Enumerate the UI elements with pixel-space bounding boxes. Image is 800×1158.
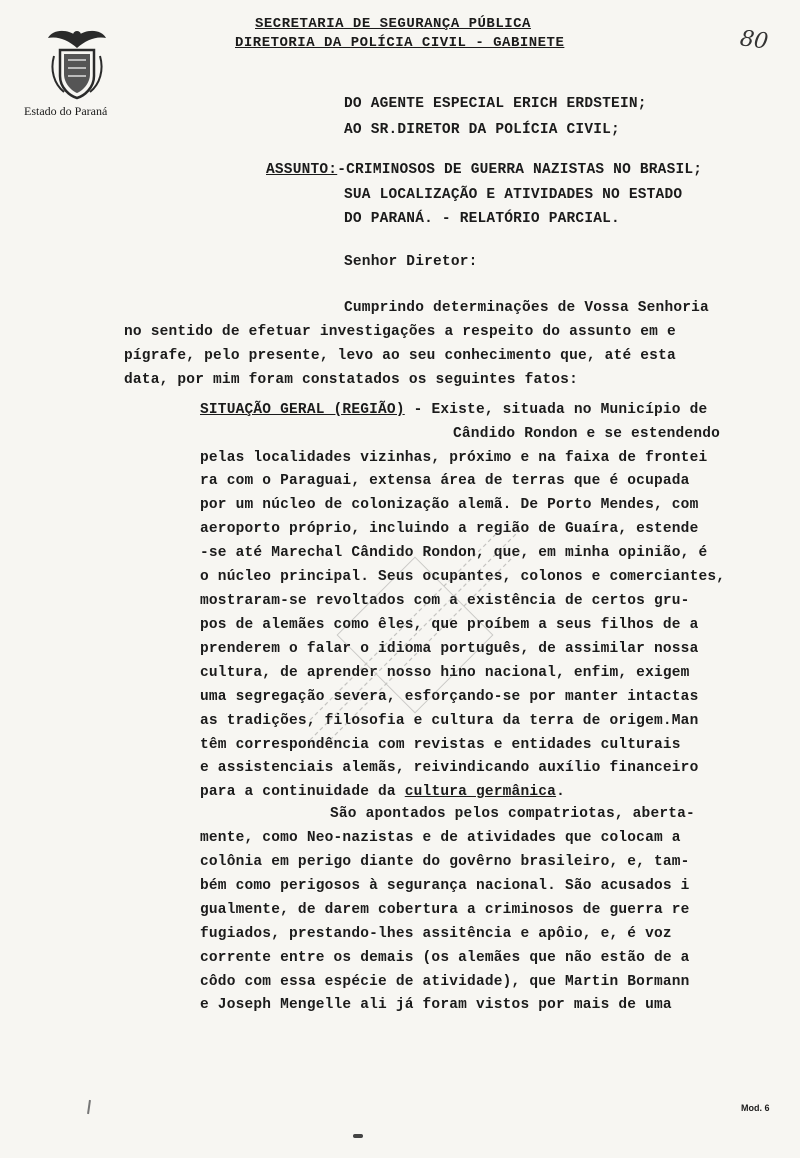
section-last-line — [200, 784, 565, 800]
paragraph2-line: colônia em perigo diante do govêrno brasileiro, e, tam- — [200, 854, 690, 870]
subject-line-3: DO PARANÁ. - RELATÓRIO PARCIAL. — [344, 211, 620, 227]
paragraph2-line: côdo com essa espécie de atividade), que Martin Bormann — [200, 974, 690, 990]
margin-mark — [87, 1100, 91, 1114]
section-last-line-text: para a continuidade da — [200, 784, 405, 800]
paragraph1-line: data, por mim foram constatados os seguintes fatos: — [124, 372, 578, 388]
underlined-phrase: cultura germânica — [404, 784, 557, 800]
paragraph2-line: mente, como Neo-nazistas e de atividades que colocam a — [200, 830, 681, 846]
section-line: prenderem o falar o idioma português, de assimilar nossa — [200, 641, 699, 657]
paragraph1-line: no sentido de efetuar investigações a respeito do assunto em e — [124, 324, 676, 340]
section-line: mostraram-se revoltados com a existência de certos gru- — [200, 593, 690, 609]
paragraph2-line: São apontados pelos compatriotas, aberta- — [330, 806, 695, 822]
section-line: pelas localidades vizinhas, próximo e na faixa de frontei — [200, 450, 708, 466]
subject-text-1: -CRIMINOSOS DE GUERRA NAZISTAS NO BRASIL; — [337, 162, 703, 178]
section-end-punct: . — [556, 784, 565, 800]
section-line: cultura, de aprender nosso hino nacional, enfim, exigem — [200, 665, 690, 681]
paragraph1-line: Cumprindo determinações de Vossa Senhoria — [344, 300, 709, 316]
paragraph2-line: e Joseph Mengelle ali já foram vistos por mais de uma — [200, 997, 672, 1013]
subject-line-2: SUA LOCALIZAÇÃO E ATIVIDADES NO ESTADO — [344, 187, 683, 203]
state-label: Estado do Paraná — [24, 104, 108, 118]
form-code: Mod. 6 — [741, 1103, 770, 1113]
parana-coat-of-arms-icon — [46, 26, 108, 100]
paragraph2-line: fugiados, prestando-lhes assitência e apôio, e, é voz — [200, 926, 672, 942]
section-heading: SITUAÇÃO GERAL (REGIÃO) — [200, 402, 405, 418]
section-line: e assistenciais alemãs, reivindicando auxílio financeiro — [200, 760, 699, 776]
paragraph2-line: bém como perigosos à segurança nacional. São acusados i — [200, 878, 690, 894]
paragraph2-line: gualmente, de darem cobertura a criminosos de guerra re — [200, 902, 690, 918]
section-line: pos de alemães como êles, que proíbem a seus filhos de a — [200, 617, 699, 633]
faint-diagonal-stamp-icon — [300, 520, 530, 750]
header-directorate: DIRETORIA DA POLÍCIA CIVIL - GABINETE — [235, 35, 565, 51]
section-line: as tradições, filosofia e cultura da terra de origem.Man — [200, 713, 699, 729]
salutation: Senhor Diretor: — [344, 254, 478, 270]
section-line: uma segregação severa, esforçando-se por manter intactas — [200, 689, 699, 705]
header-secretariat: SECRETARIA DE SEGURANÇA PÚBLICA — [255, 16, 531, 32]
subject-label: ASSUNTO: — [266, 162, 338, 178]
section-line: aeroporto próprio, incluindo a região de Guaíra, estende — [200, 521, 699, 537]
section-line: têm correspondência com revistas e entidades culturais — [200, 737, 681, 753]
handwritten-page-number: 80 — [738, 26, 770, 55]
section-line: Cândido Rondon e se estendendo — [453, 426, 721, 442]
section-first-line — [200, 402, 707, 418]
paragraph2-line: corrente entre os demais (os alemães que não estão de a — [200, 950, 690, 966]
paragraph1-line: pígrafe, pelo presente, levo ao seu conhecimento que, até esta — [124, 348, 676, 364]
section-line: por um núcleo de colonização alemã. De Porto Mendes, com — [200, 497, 699, 513]
section-line: ra com o Paraguai, extensa área de terras que é ocupada — [200, 473, 690, 489]
section-line: o núcleo principal. Seus ocupantes, colonos e comerciantes, — [200, 569, 726, 585]
section-line: -se até Marechal Cândido Rondon, que, em minha opinião, é — [200, 545, 708, 561]
to-line: AO SR.DIRETOR DA POLÍCIA CIVIL; — [344, 122, 620, 138]
section-first-line-rest: - Existe, situada no Município de — [404, 402, 708, 418]
subject-line-1 — [266, 162, 702, 178]
bottom-mark — [353, 1134, 363, 1138]
from-line: DO AGENTE ESPECIAL ERICH ERDSTEIN; — [344, 96, 647, 112]
